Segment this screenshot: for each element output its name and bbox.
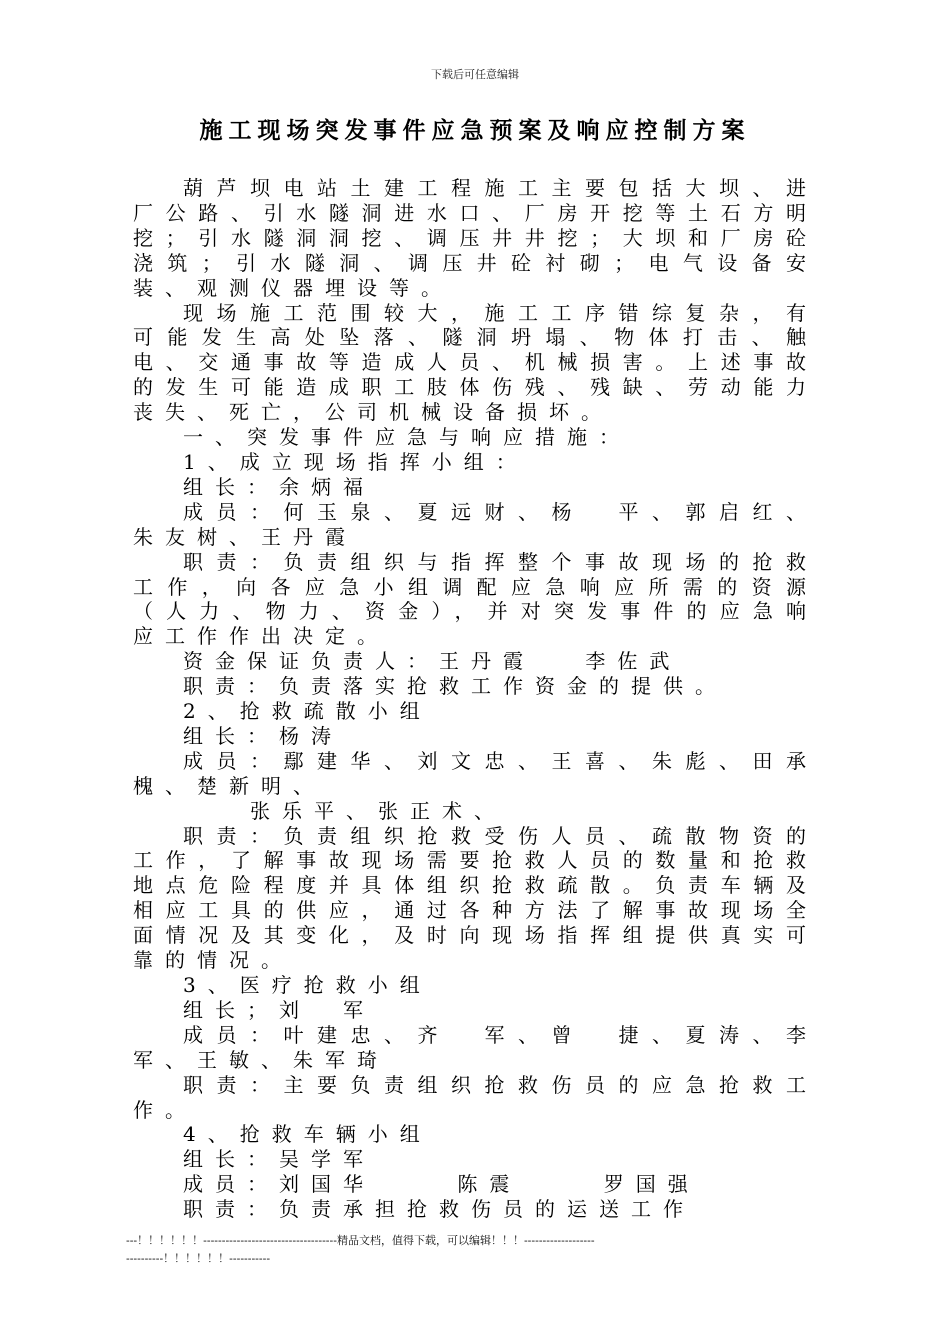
paragraph-intro: 葫芦坝电站土建工程施工主要包括大坝、进厂公路、引水隧洞进水口、厂房开挖等土石方明挖；引水隧洞洞挖、调压井井挖；大坝和厂房砼浇筑；引水隧洞、调压井砼衬砌；电气设备安装、观测仪器埋设等。	[133, 176, 818, 300]
command-duties: 职责：负责组织与指挥整个事故现场的抢救工作，向各应急小组调配应急响应所需的资源（人力、物力、资金），并对突发事件的应急响应工作作出决定。	[133, 549, 818, 649]
rescue-duties: 职责：负责组织抢救受伤人员、疏散物资的工作，了解事故现场需要抢救人员的数量和抢救地点危险程度并具体组织抢救疏散。负责车辆及相应工具的供应，通过各种方法了解事故现场全面情况及其变化，及时向现场指挥组提供真实可靠的情况。	[133, 823, 818, 973]
vehicle-members: 成员：刘国华 陈震 罗国强	[183, 1172, 700, 1197]
rescue-members: 成员：鄢建华、刘文忠、王喜、朱彪、田承槐、楚新明、	[133, 748, 818, 798]
document-title: 施工现场突发事件应急预案及响应控制方案	[199, 118, 751, 144]
medical-members: 成员：叶建忠、齐 军、曾 捷、夏涛、李军、王敏、朱军琦	[133, 1022, 818, 1072]
vehicle-leader: 组长：吴学军	[183, 1147, 375, 1172]
section-heading-1: 一、突发事件应急与响应措施：	[183, 425, 631, 450]
medical-duties: 职责：主要负责组织抢救伤员的应急抢救工作。	[133, 1072, 818, 1122]
command-leader: 组长：余炳福	[183, 474, 375, 499]
fund-duties: 职责：负责落实抢救工作资金的提供。	[183, 674, 727, 699]
medical-leader: 组长；刘 军	[183, 997, 375, 1022]
group-heading-command: 1、成立现场指挥小组：	[183, 449, 528, 474]
group-heading-medical: 3、医疗抢救小组	[183, 973, 432, 997]
footer-note: ---！！！！！！------------------------------------精品文档，值得下载，可以编辑！！！-----------------------------！！！！！！-----------	[126, 1234, 595, 1265]
fund-manager: 资金保证负责人：王丹霞 李佐武	[183, 649, 682, 674]
group-heading-rescue: 2、抢救疏散小组	[183, 699, 432, 724]
header-note: 下载后可任意编辑	[431, 68, 519, 81]
vehicle-duties: 职责：负责承担抢救伤员的运送工作	[183, 1197, 695, 1222]
document-body	[133, 176, 818, 1222]
rescue-leader: 组长：杨涛	[183, 723, 343, 748]
group-heading-vehicle: 4、抢救车辆小组	[183, 1122, 432, 1147]
command-members: 成员：何玉泉、夏远财、杨 平、郭启红、朱友树、王丹霞	[133, 499, 818, 549]
rescue-members-cont: 张乐平、张正术、	[250, 798, 506, 823]
paragraph-risks: 现场施工范围较大，施工工序错综复杂，有可能发生高处坠落、隧洞坍塌、物体打击、触电、交通事故等造成人员、机械损害。上述事故的发生可能造成职工肢体伤残、残缺、劳动能力丧失、死亡，公司机械设备损坏。	[133, 300, 818, 425]
